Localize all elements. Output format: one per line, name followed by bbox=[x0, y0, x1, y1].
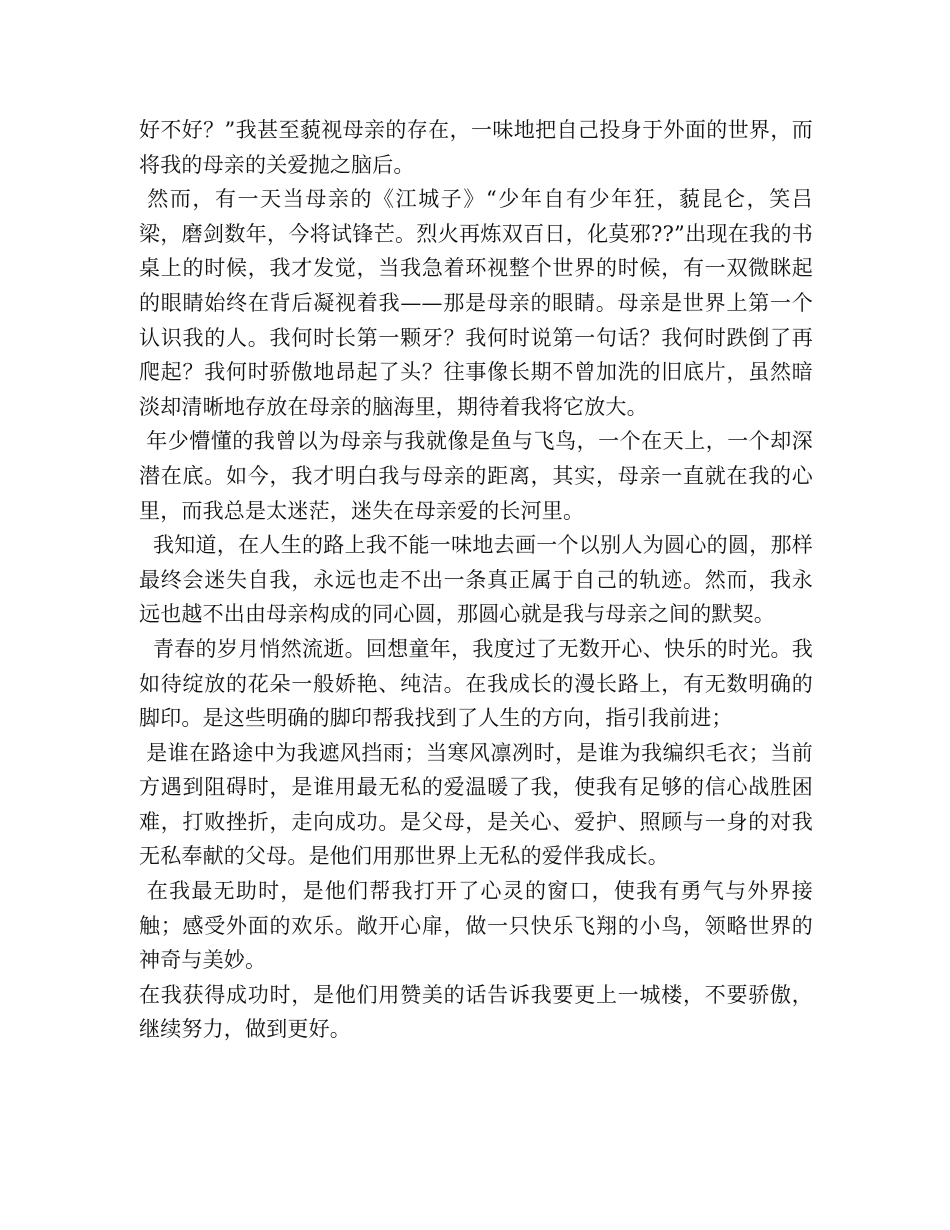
paragraph-2: 然而，有一天当母亲的《江城子》“少年自有少年狂，藐昆仑，笑吕梁，磨剑数年，今将试锋芒。烈火再炼双百日，化莫邪??”出现在我的书桌上的时候，我才发觉，当我急着环视整个世界的时候，有一双微眯起的眼睛始终在背后凝视着我——那是母亲的眼睛。母亲是世界上第一个认识我的人。我何时长第一颗牙？我何时说第一句话？我何时跌倒了再爬起？我何时骄傲地昂起了头？往事像长期不曾加洗的旧底片，虽然暗淡却清晰地存放在母亲的脑海里，期待着我将它放大。 bbox=[139, 187, 813, 419]
paragraph-5: 青春的岁月悄然流逝。回想童年，我度过了无数开心、快乐的时光。我如待绽放的花朵一般娇艳、纯洁。在我成长的漫长路上，有无数明确的脚印。是这些明确的脚印帮我找到了人生的方向，指引我前进； bbox=[139, 636, 813, 731]
paragraph-4: 我知道，在人生的路上我不能一味地去画一个以别人为圆心的圆，那样最终会迷失自我，永远也走不出一条真正属于自己的轨迹。然而，我永远也越不出由母亲构成的同心圆，那圆心就是我与母亲之间的默契。 bbox=[139, 533, 813, 627]
paragraph-7: 在我最无助时，是他们帮我打开了心灵的窗口，使我有勇气与外界接触；感受外面的欢乐。敞开心扉，做一只快乐飞翔的小鸟，领略世界的神奇与美妙。 bbox=[139, 879, 813, 973]
paragraph-8: 在我获得成功时，是他们用赞美的话告诉我要更上一城楼，不要骄傲，继续努力，做到更好。 bbox=[139, 982, 813, 1042]
paragraph-6: 是谁在路途中为我遮风挡雨；当寒风凛冽时，是谁为我编织毛衣；当前方遇到阻碍时，是谁用最无私的爱温暖了我，使我有足够的信心战胜困难，打败挫折，走向成功。是父母，是关心、爱护、照顾与一身的对我无私奉献的父母。是他们用那世界上无私的爱伴我成长。 bbox=[139, 740, 813, 869]
paragraph-3: 年少懵懂的我曾以为母亲与我就像是鱼与飞鸟，一个在天上，一个却深潜在底。如今，我才明白我与母亲的距离，其实，母亲一直就在我的心里，而我总是太迷茫，迷失在母亲爱的长河里。 bbox=[139, 429, 813, 523]
document-page bbox=[139, 113, 813, 1047]
paragraph-1: 好不好？”我甚至藐视母亲的存在，一味地把自己投身于外面的世界，而将我的母亲的关爱抛之脑后。 bbox=[139, 118, 813, 177]
